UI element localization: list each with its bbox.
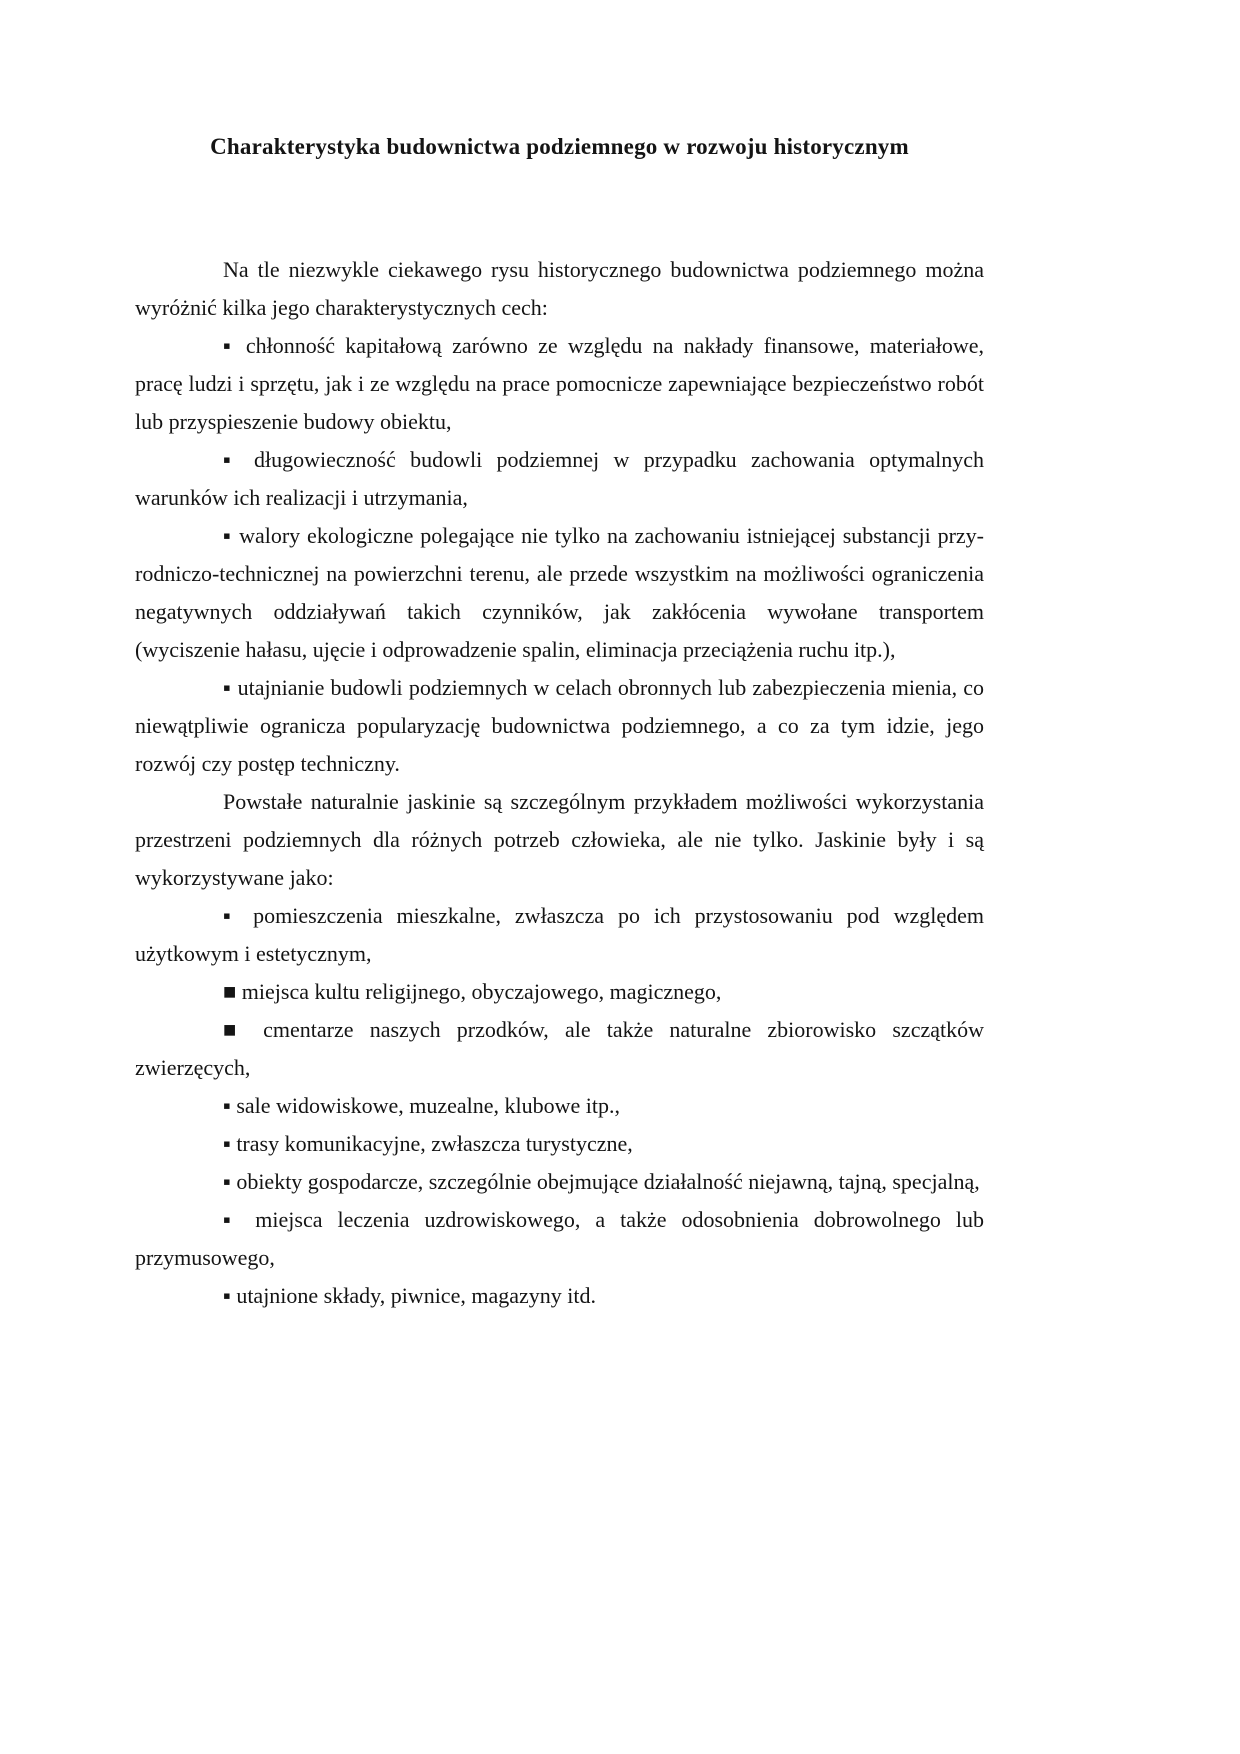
bullet-item [135, 1201, 984, 1277]
paragraph-text: walory ekologiczne polegające nie tylko na zachowaniu istniejącej substancji przy-rodniczo-technicznej na powierzchni terenu, ale przede wszystkim na możliwości ograniczenia negatywnych oddziaływań takich czynników, jak zakłócenia wywołane transportem (wyciszenie hałasu, ujęcie i odprowadzenie spalin, eliminacja przeciążenia ruchu itp.), [135, 523, 984, 662]
paragraph-text: sale widowiskowe, muzealne, klubowe itp., [236, 1093, 621, 1118]
bullet-marker-icon: ▪ [223, 1093, 237, 1118]
bullet-marker-icon: ■ [223, 979, 242, 1004]
bullet-item [135, 897, 984, 973]
bullet-item [135, 441, 984, 517]
bullet-item [135, 1277, 984, 1315]
paragraph-text: utajnianie budowli podziemnych w celach obronnych lub zabezpieczenia mienia, co niewątpliwie ogranicza popularyzację budownictwa podziemnego, a co za tym idzie, jego rozwój czy postęp techniczny. [135, 675, 984, 776]
paragraph-text: obiekty gospodarcze, szczególnie obejmujące działalność niejawną, tajną, specjalną, [236, 1169, 980, 1194]
document-title: Charakterystyka budownictwa podziemnego w rozwoju historycznym [210, 134, 909, 159]
document-body [135, 251, 984, 1315]
bullet-item [135, 973, 984, 1011]
paragraph-text: cmentarze naszych przodków, ale także naturalne zbiorowisko szczątków zwierzęcych, [135, 1017, 984, 1080]
paragraph-text: trasy komunikacyjne, zwłaszcza turystyczne, [236, 1131, 633, 1156]
bullet-marker-icon: ▪ [223, 523, 240, 548]
paragraph-text: chłonność kapitałową zarówno ze względu na nakłady finansowe, materiałowe, pracę ludzi i sprzętu, jak i ze względu na prace pomocnicze zapewniające bezpieczeństwo robót lub przyspieszenie budowy obiektu, [135, 333, 984, 434]
bullet-item [135, 517, 984, 669]
bullet-marker-icon: ▪ [223, 447, 254, 472]
paragraph-text: Powstałe naturalnie jaskinie są szczególnym przykładem możliwości wykorzystania przestrzeni podziemnych dla różnych potrzeb człowieka, ale nie tylko. Jaskinie były i są wykorzystywane jako: [135, 789, 984, 890]
bullet-marker-icon: ▪ [223, 1131, 237, 1156]
bullet-item [135, 1011, 984, 1087]
paragraph-text: utajnione składy, piwnice, magazyny itd. [236, 1283, 596, 1308]
bullet-item [135, 669, 984, 783]
bullet-marker-icon: ■ [223, 1017, 264, 1042]
paragraph-text: długowieczność budowli podziemnej w przypadku zachowania optymalnych warunków ich realizacji i utrzymania, [135, 447, 984, 510]
bullet-marker-icon: ▪ [223, 1169, 237, 1194]
bullet-item [135, 1163, 984, 1201]
bullet-marker-icon: ▪ [223, 675, 238, 700]
paragraph-text: pomieszczenia mieszkalne, zwłaszcza po ich przystosowaniu pod względem użytkowym i estetycznym, [135, 903, 984, 966]
paragraph [135, 783, 984, 897]
bullet-marker-icon: ▪ [223, 1283, 237, 1308]
paragraph-text: Na tle niezwykle ciekawego rysu historycznego budownictwa podziemnego można wyróżnić kilka jego charakterystycznych cech: [135, 257, 984, 320]
bullet-item [135, 1087, 984, 1125]
paragraph-text: miejsca kultu religijnego, obyczajowego, magicznego, [241, 979, 722, 1004]
paragraph [135, 251, 984, 327]
bullet-marker-icon: ▪ [223, 903, 254, 928]
bullet-marker-icon: ▪ [223, 333, 246, 358]
paragraph-text: miejsca leczenia uzdrowiskowego, a także odosobnienia dobrowolnego lub przymusowego, [135, 1207, 984, 1270]
bullet-marker-icon: ▪ [223, 1207, 256, 1232]
bullet-item [135, 1125, 984, 1163]
bullet-item [135, 327, 984, 441]
